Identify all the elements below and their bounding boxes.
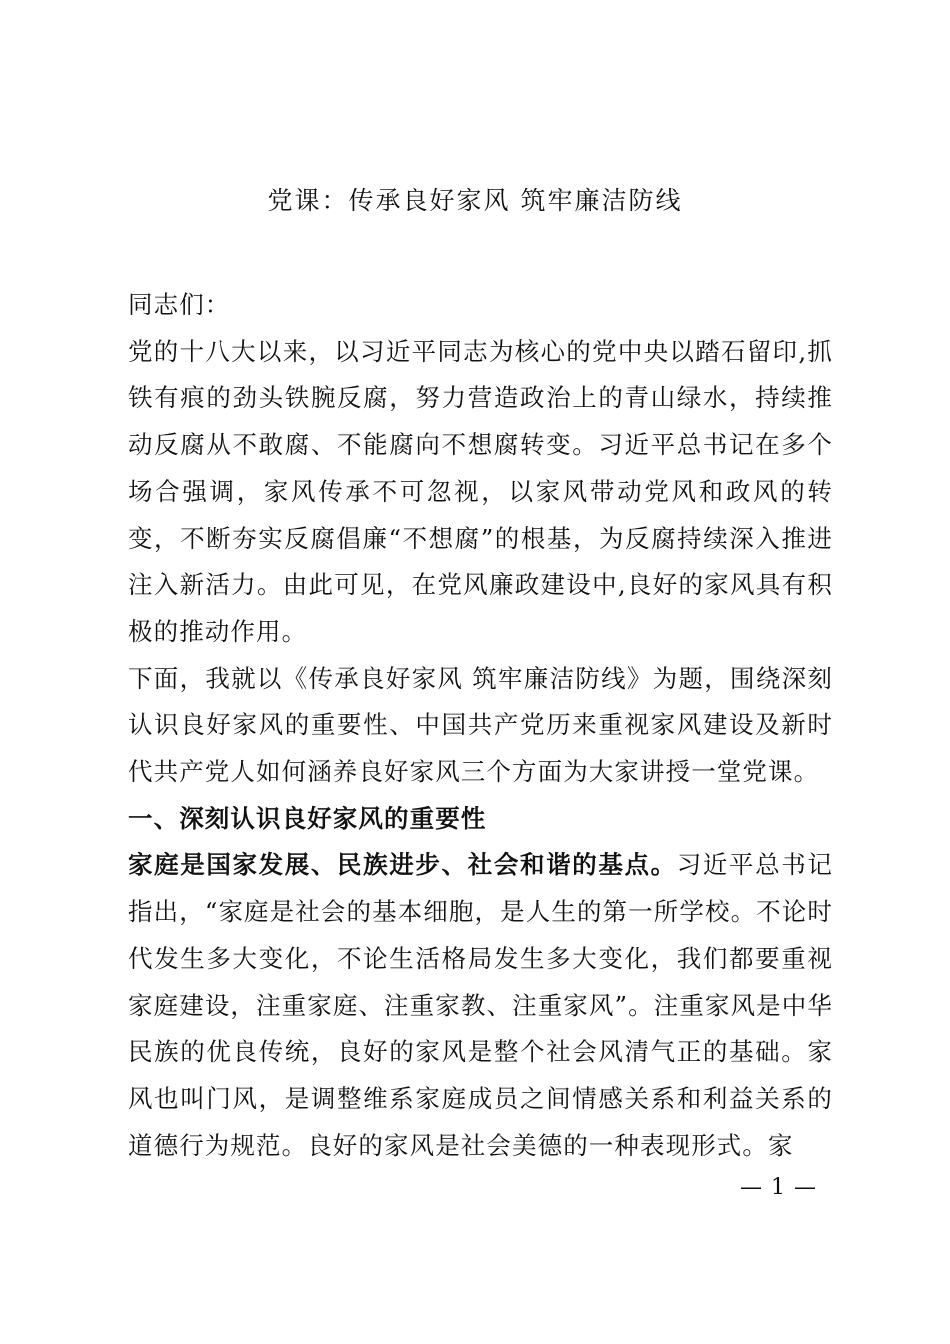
page-number: — 1 — — [740, 1175, 817, 1200]
document-title: 党课：传承良好家风 筑牢廉洁防线 — [267, 186, 683, 215]
section-heading: 一、深刻认识良好家风的重要性 — [128, 803, 487, 833]
document-body — [128, 282, 833, 1169]
paragraph-intro: 党的十八大以来，以习近平同志为核心的党中央以踏石留印,抓铁有痕的劲头铁腕反腐，努力营造政治上的青山绿水，持续推动反腐从不敢腐、不能腐向不想腐转变。习近平总书记在多个场合强调，家风传承不可忽视，以家风带动党风和政风的转变，不断夯实反腐倡廉“不想腐”的根基，为反腐持续深入推进注入新活力。由此可见，在党风廉政建设中,良好的家风具有积极的推动作用。 — [128, 336, 833, 646]
section-paragraph — [128, 842, 833, 1169]
paragraph-outline: 下面，我就以《传承良好家风 筑牢廉洁防线》为题，围绕深刻认识良好家风的重要性、中国共产党历来重视家风建设及新时代共产党人如何涵养良好家风三个方面为大家讲授一堂党课。 — [128, 663, 833, 787]
section-lead-sentence: 家庭是国家发展、民族进步、社会和谐的基点。 — [128, 850, 677, 880]
section-body-text: 习近平总书记指出，“家庭是社会的基本细胞，是人生的第一所学校。不论时代发生多大变化，不论生活格局发生多大变化，我们都要重视家庭建设，注重家庭、注重家教、注重家风”。注重家风是中华民族的优良传统，良好的家风是整个社会风清气正的基础。家风也叫门风，是调整维系家庭成员之间情感关系和利益关系的道德行为规范。良好的家风是社会美德的一种表现形式。家 — [128, 850, 833, 1160]
salutation: 同志们： — [128, 290, 231, 319]
